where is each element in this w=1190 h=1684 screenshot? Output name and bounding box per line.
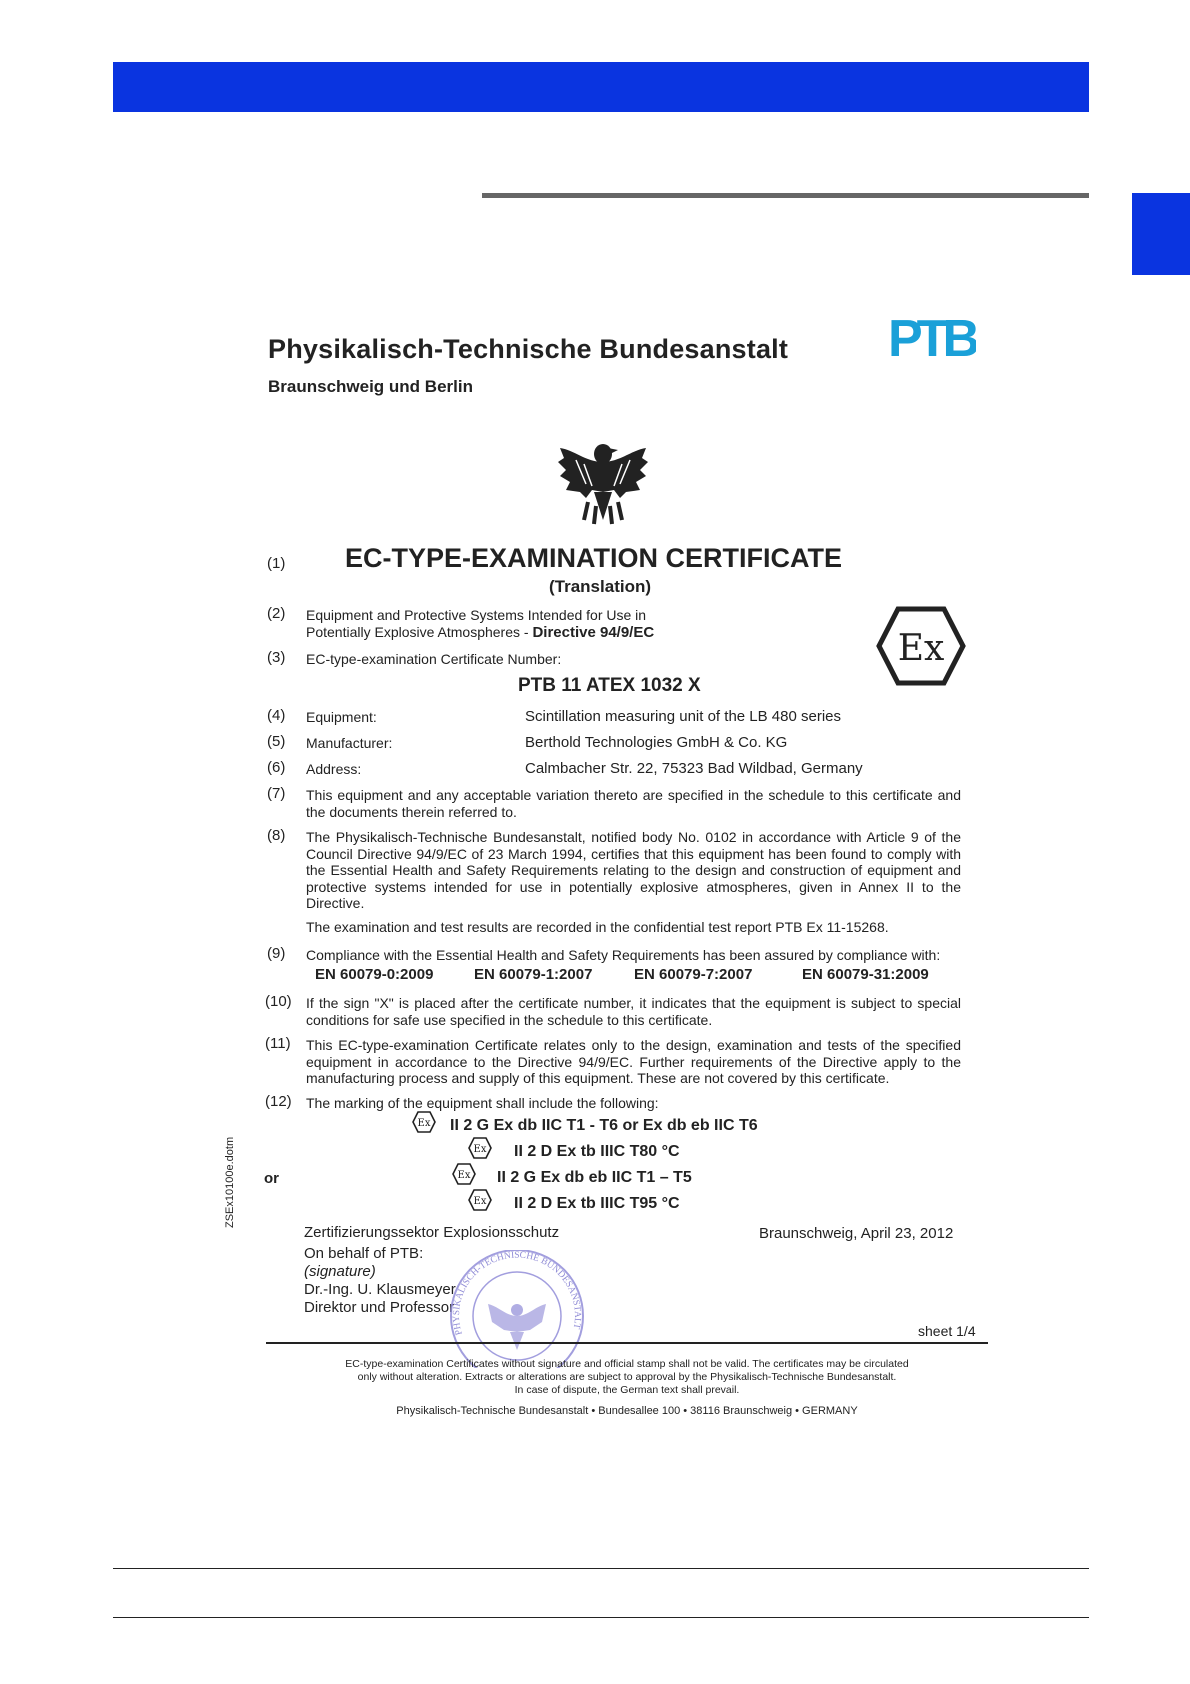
- directive-label: Directive 94/9/EC: [532, 624, 655, 641]
- item-2-line-2: Potentially Explosive Atmospheres - Directive 94/9/EC: [306, 624, 655, 641]
- item-number-4: (4): [267, 707, 286, 724]
- institution-name: Physikalisch-Technische Bundesanstalt: [268, 334, 789, 364]
- sheet-number: sheet 1/4: [918, 1323, 976, 1339]
- item-11-text: This EC-type-examination Certificate relates only to the design, examination and tests of the specified equipment in accordance to the Directive 94/9/EC. Further requirements of the Directive apply to the manufacturing process and supply of this equipment. These are not covered by this certificate.: [306, 1037, 961, 1086]
- ex-mark-icon: [468, 1189, 492, 1211]
- item-3-label: EC-type-examination Certificate Number:: [306, 651, 562, 667]
- item-12-text: The marking of the equipment shall include the following:: [306, 1095, 659, 1111]
- certificate-title: EC-TYPE-EXAMINATION CERTIFICATE: [345, 543, 842, 573]
- certification-sector: Zertifizierungssektor Explosionsschutz: [304, 1224, 560, 1241]
- footer-notice-1: EC-type-examination Certificates without signature and official stamp shall not be valid. The certificates may be circulated: [345, 1358, 909, 1370]
- item-7-text: This equipment and any acceptable variation thereto are specified in the schedule to this certificate and the documents therein referred to.: [306, 787, 961, 820]
- document-code: ZSEx10100e.dotm: [224, 1136, 236, 1228]
- federal-eagle-icon: [556, 440, 650, 526]
- standard-3: EN 60079-7:2007: [634, 966, 753, 983]
- item-number-9: (9): [267, 945, 286, 962]
- certificate-footer-rule: [266, 1342, 988, 1344]
- item-number-12: (12): [265, 1093, 292, 1110]
- place-date: Braunschweig, April 23, 2012: [759, 1225, 954, 1242]
- footer-notice-2: only without alteration. Extracts or alterations are subject to approval by the Physikalisch-Technische Bundesanstalt.: [357, 1371, 897, 1383]
- item-number-6: (6): [267, 759, 286, 776]
- signatory-name: Dr.-Ing. U. Klausmeyer: [304, 1281, 456, 1298]
- ex-hexagon-icon: [876, 606, 966, 686]
- marking-1: II 2 G Ex db IIC T1 - T6 or Ex db eb IIC T6: [450, 1117, 758, 1134]
- header-blue-bar: [113, 62, 1089, 112]
- standard-1: EN 60079-0:2009: [315, 966, 434, 983]
- on-behalf-label: On behalf of PTB:: [304, 1245, 424, 1262]
- item-8-text: The Physikalisch-Technische Bundesanstalt, notified body No. 0102 in accordance with Article 9 of the Council Directive 94/9/EC of 23 March 1994, certifies that this equipment has been found to comply with the Essential Health and Safety Requirements relating to the design and construction of equipment and protective systems intended for use in potentially explosive atmospheres, given in Annex II to the Directive.: [306, 829, 961, 911]
- item-number-1: (1): [267, 555, 286, 572]
- marking-2: II 2 D Ex tb IIIC T80 °C: [514, 1143, 680, 1160]
- footer-notice-3: In case of dispute, the German text shall prevail.: [514, 1384, 740, 1396]
- svg-text:PTB: PTB: [888, 310, 974, 366]
- marking-3: II 2 G Ex db eb IIC T1 – T5: [497, 1169, 692, 1186]
- or-label: or: [264, 1170, 279, 1187]
- item-number-8: (8): [267, 827, 286, 844]
- ex-mark-icon: [468, 1137, 492, 1159]
- institution-subtitle: Braunschweig und Berlin: [268, 377, 473, 396]
- standard-2: EN 60079-1:2007: [474, 966, 593, 983]
- bottom-rule-upper: [113, 1568, 1089, 1569]
- footer-address: Physikalisch-Technische Bundesanstalt • Bundesallee 100 • 38116 Braunschweig • GERMANY: [396, 1405, 858, 1417]
- item-2-line-1: Equipment and Protective Systems Intended for Use in: [306, 607, 647, 623]
- item-9-text: Compliance with the Essential Health and Safety Requirements has been assured by compliance with:: [306, 947, 941, 963]
- standard-4: EN 60079-31:2009: [802, 966, 929, 983]
- chapter-tab: [1132, 193, 1190, 275]
- address-label: Address:: [306, 761, 362, 777]
- svg-text:Ex: Ex: [473, 1196, 487, 1207]
- svg-text:PHYSIKALISCH-TECHNISCHE BUNDES: PHYSIKALISCH-TECHNISCHE BUNDESANSTALT: [451, 1250, 583, 1337]
- certificate-subtitle: (Translation): [549, 577, 652, 596]
- svg-text:Ex: Ex: [897, 628, 945, 669]
- bottom-rule-lower: [113, 1617, 1089, 1618]
- signature-note: (signature): [304, 1263, 376, 1280]
- ptb-logo-icon: [888, 310, 976, 366]
- manufacturer-value: Berthold Technologies GmbH & Co. KG: [525, 734, 788, 751]
- item-8-test-report: The examination and test results are recorded in the confidential test report PTB Ex 11-15268.: [306, 919, 889, 935]
- signatory-role: Direktor und Professor: [304, 1299, 455, 1316]
- certificate-number: PTB 11 ATEX 1032 X: [518, 675, 701, 696]
- ex-mark-icon: [412, 1111, 436, 1133]
- svg-text:Ex: Ex: [473, 1144, 487, 1155]
- equipment-label: Equipment:: [306, 709, 377, 725]
- equipment-value: Scintillation measuring unit of the LB 480 series: [525, 708, 842, 725]
- manufacturer-label: Manufacturer:: [306, 735, 393, 751]
- marking-4: II 2 D Ex tb IIIC T95 °C: [514, 1195, 680, 1212]
- svg-text:Ex: Ex: [417, 1118, 431, 1129]
- item-number-2: (2): [267, 605, 286, 622]
- item-number-11: (11): [265, 1035, 291, 1052]
- address-value: Calmbacher Str. 22, 75323 Bad Wildbad, Germany: [525, 760, 863, 777]
- item-number-3: (3): [267, 649, 286, 666]
- item-number-7: (7): [267, 785, 286, 802]
- item-number-5: (5): [267, 733, 286, 750]
- ex-mark-icon: [452, 1163, 476, 1185]
- official-stamp-icon: [444, 1250, 590, 1368]
- header-rule: [482, 193, 1089, 198]
- item-10-text: If the sign "X" is placed after the certificate number, it indicates that the equipment is subject to special conditions for safe use specified in the schedule to this certificate.: [306, 995, 961, 1028]
- item-number-10: (10): [265, 993, 292, 1010]
- svg-text:Ex: Ex: [457, 1170, 471, 1181]
